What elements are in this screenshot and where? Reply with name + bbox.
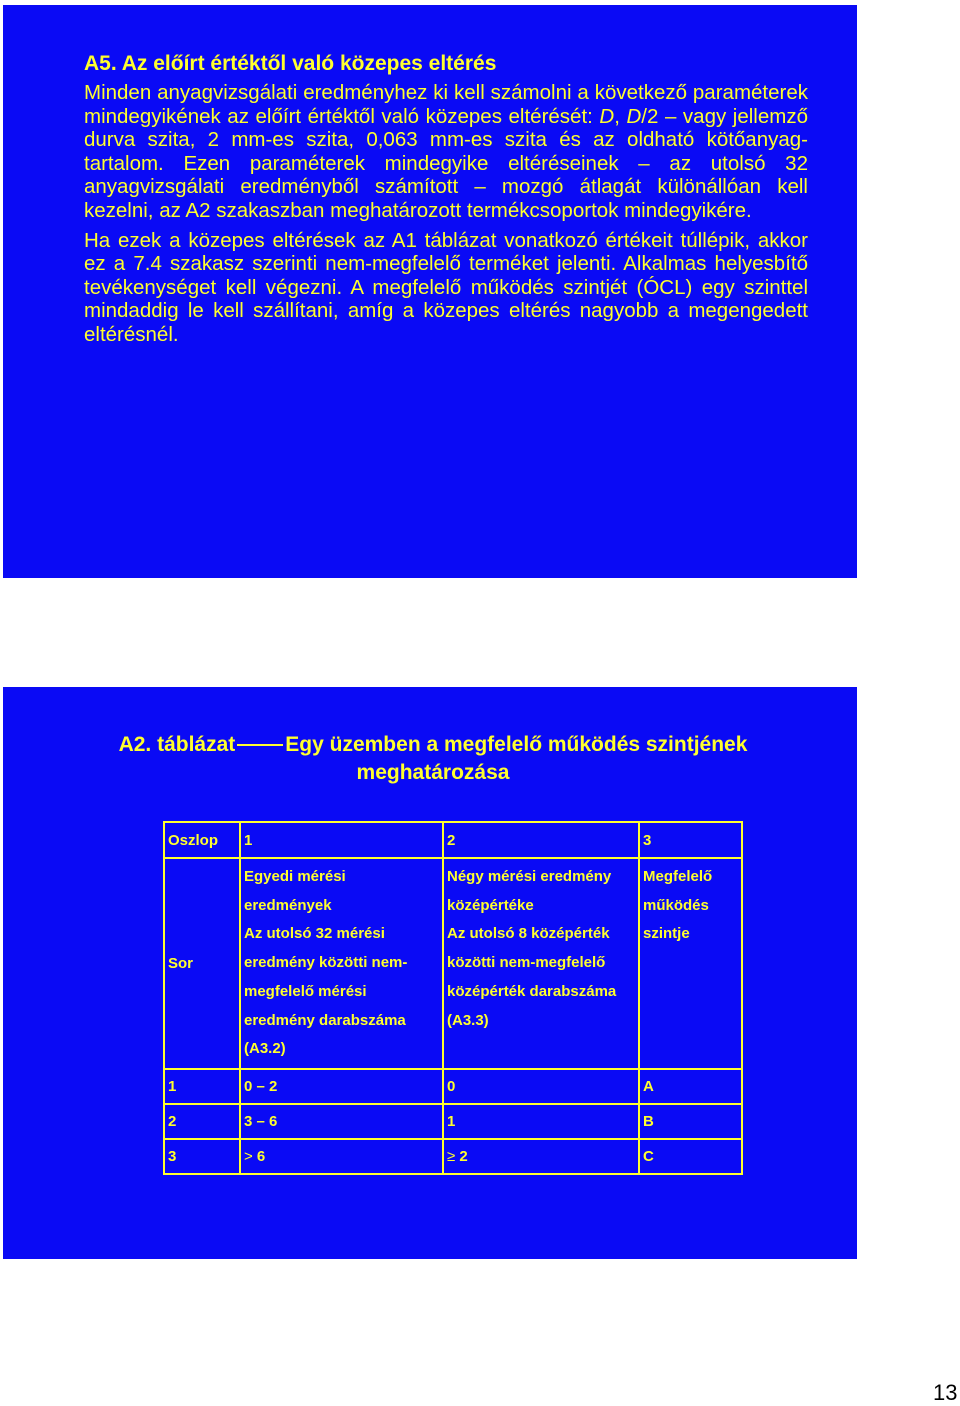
cell-mean-count: ≥ 2 xyxy=(443,1139,639,1174)
row-number: 1 xyxy=(164,1069,240,1104)
column2-description: Négy mérési eredmény középértéke Az utolsó 8 középérték közötti nem-megfelelő középérték darabszáma (A3.3) xyxy=(443,858,639,1069)
cell-mean-count: 0 xyxy=(443,1069,639,1104)
row-number: 2 xyxy=(164,1104,240,1139)
table-header-row xyxy=(164,822,742,858)
variable-d-half: D xyxy=(626,104,642,128)
cell-count-range: 0 – 2 xyxy=(240,1069,443,1104)
greater-than-symbol: > xyxy=(244,1147,253,1165)
cell-count-range: 3 – 6 xyxy=(240,1104,443,1139)
variable-d: D xyxy=(599,104,615,128)
row-label-sor: Sor xyxy=(164,858,240,1069)
table-title: A2. táblázat Egy üzemben a megfelelő működés szintjének meghatározása xyxy=(118,733,748,784)
section-body xyxy=(84,81,808,347)
table-row xyxy=(164,1069,742,1104)
page-number: 13 xyxy=(933,1380,958,1405)
ocl-table xyxy=(163,821,743,1175)
cell-mean-count: 1 xyxy=(443,1104,639,1139)
paragraph-2: Ha ezek a közepes eltérések az A1 táblázat vonatkozó értékeit túllépik, akkor ez a 7.4 szakasz szerinti nem-megfelelő terméket jelenti. Alkalmas helyesbítő tevékenységet kell végezni. A megfelelő működés szintjét (ÓCL) egy szinttel mindaddig le kell szállítani, amíg a közepes eltérés nagyobb a megengedett eltérésnél. xyxy=(84,228,808,346)
header-cell: 1 xyxy=(240,822,443,858)
column1-description: Egyedi mérési eredmények Az utolsó 32 mérési eredmény közötti nem- megfelelő mérési eredmény darabszáma (A3.2) xyxy=(240,858,443,1069)
section-heading: A5. Az előírt értéktől való közepes eltérés xyxy=(84,52,497,75)
header-cell: 2 xyxy=(443,822,639,858)
cell-ocl: A xyxy=(639,1069,742,1104)
table-row xyxy=(164,1139,742,1174)
row-number: 3 xyxy=(164,1139,240,1174)
cell-ocl: C xyxy=(639,1139,742,1174)
table-row xyxy=(164,1104,742,1139)
column3-description: Megfelelő működés szintje xyxy=(639,858,742,1069)
paragraph-1: Minden anyagvizsgálati eredményhez ki kell számolni a következő paraméterek mindegyikének az előírt értéktől való közepes eltérését: D, D/2 – vagy jellemző durva szita, 2 mm-es szita, 0,063 mm-es szita és az oldható kötőanyag-tartalom. Ezen paraméterek mindegyike eltéréseinek – az utolsó 32 anyagvizsgálati eredményből számított – mozgó átlagát különállóan kell kezelni, az A2 szakaszban meghatározott termékcsoportok mindegyikére. xyxy=(84,81,808,222)
greater-equal-symbol: ≥ xyxy=(447,1147,456,1165)
header-cell: 3 xyxy=(639,822,742,858)
header-cell: Oszlop xyxy=(164,822,240,858)
cell-ocl: B xyxy=(639,1104,742,1139)
cell-count-range: > 6 xyxy=(240,1139,443,1174)
table-description-row xyxy=(164,858,742,1069)
title-dash xyxy=(237,744,283,746)
